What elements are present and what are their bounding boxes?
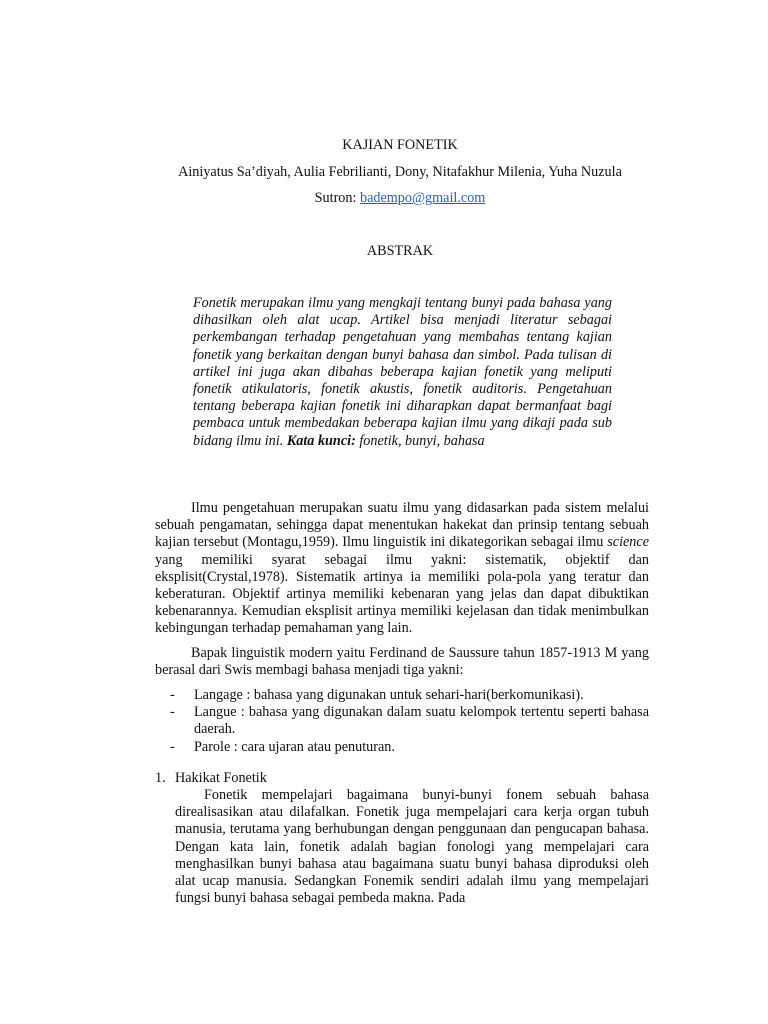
body-paragraph-3: Fonetik mempelajari bagaimana bunyi-bunyi fonem sebuah bahasa direalisasikan atau dilafalkan. Fonetik juga mempelajari cara kerja organ tubuh manusia, terutama yang berhubungan dengan penggunaan dan pengucapan bahasa. Dengan kata lain, fonetik adalah bagian fonologi yang mempelajari cara menghasilkan bunyi bahasa atau bagaimana suatu bunyi bahasa diproduksi oleh alat ucap manusia. Sedangkan Fonemik sendiri adalah ilmu yang mempelajari fungsi bunyi bahasa sebagai pembeda makna. Pada <box>175 787 649 907</box>
document-title: KAJIAN FONETIK <box>342 137 458 153</box>
section-number: 1. <box>155 770 166 786</box>
list-item <box>170 704 649 738</box>
paragraph1-after: yang memiliki syarat sebagai ilmu yakni: sistematik, objektif dan eksplisit(Crystal,1978). Sistematik artinya ia memiliki pola-pola yang teratur dan keberaturan. Objektif artinya memiliki kebenaran yang jelas dan dapat dibuktikan kebenarannya. Kemudian eksplisit artinya memiliki kejelasan dan tidak menimbulkan kebingungan terhadap pemahaman yang lain. <box>155 551 649 637</box>
list-item <box>170 687 649 704</box>
abstract-text: Fonetik merupakan ilmu yang mengkaji tentang bunyi pada bahasa yang dihasilkan oleh alat ucap. Artikel bisa menjadi literatur sebagai perkembangan terhadap pengetahuan yang membahas tentang kajian fonetik yang berkaitan dengan bunyi bahasa dan simbol. Pada tulisan di artikel ini juga akan dibahas beberapa kajian fonetik yang meliputi fonetik atikulatoris, fonetik akustis, fonetik auditoris. Pengetahuan tentang beberapa kajian fonetik ini diharapkan dapat bermanfaat bagi pembaca untuk membedakan beberapa kajian ilmu yang dikaji pada sub bidang ilmu ini. <box>193 295 612 449</box>
list-item-text: Langage : bahasa yang digunakan untuk sehari-hari(berkomunikasi). <box>194 687 584 703</box>
contact-label: Sutron: <box>314 190 360 206</box>
paragraph1-before: Ilmu pengetahuan merupakan suatu ilmu yang didasarkan pada sistem melalui sebuah pengamatan, sehingga dapat menentukan hakekat dan prinsip tentang sebuah kajian tersebut (Montagu,1959). Ilmu linguistik ini dikategorikan sebagai ilmu <box>155 500 649 551</box>
section-title: Hakikat Fonetik <box>175 770 267 786</box>
abstract-body <box>193 295 612 450</box>
bullet-marker: - <box>170 704 175 721</box>
keywords-text: fonetik, bunyi, bahasa <box>355 432 485 449</box>
section-heading <box>155 770 267 787</box>
body-paragraph-2: Bapak linguistik modern yaitu Ferdinand de Saussure tahun 1857-1913 M yang berasal dari Swis membagi bahasa menjadi tiga yakni: <box>155 645 649 679</box>
list-item <box>170 739 649 756</box>
list-item-text: Langue : bahasa yang digunakan dalam suatu kelompok tertentu seperti bahasa daerah. <box>194 704 649 738</box>
paragraph1-italic: science <box>607 534 649 551</box>
keywords-label: Kata kunci: <box>286 432 356 449</box>
author-list: Ainiyatus Sa’diyah, Aulia Febrilianti, Dony, Nitafakhur Milenia, Yuha Nuzula <box>178 164 622 180</box>
bullet-list <box>170 687 649 756</box>
email-link[interactable]: badempo@gmail.com <box>359 190 486 206</box>
bullet-marker: - <box>170 687 175 703</box>
bullet-marker: - <box>170 738 175 755</box>
list-item-text: Parole : cara ujaran atau penuturan. <box>194 738 395 755</box>
body-paragraph-1 <box>155 500 649 638</box>
contact-line <box>0 190 768 207</box>
abstract-heading: ABSTRAK <box>366 243 434 259</box>
